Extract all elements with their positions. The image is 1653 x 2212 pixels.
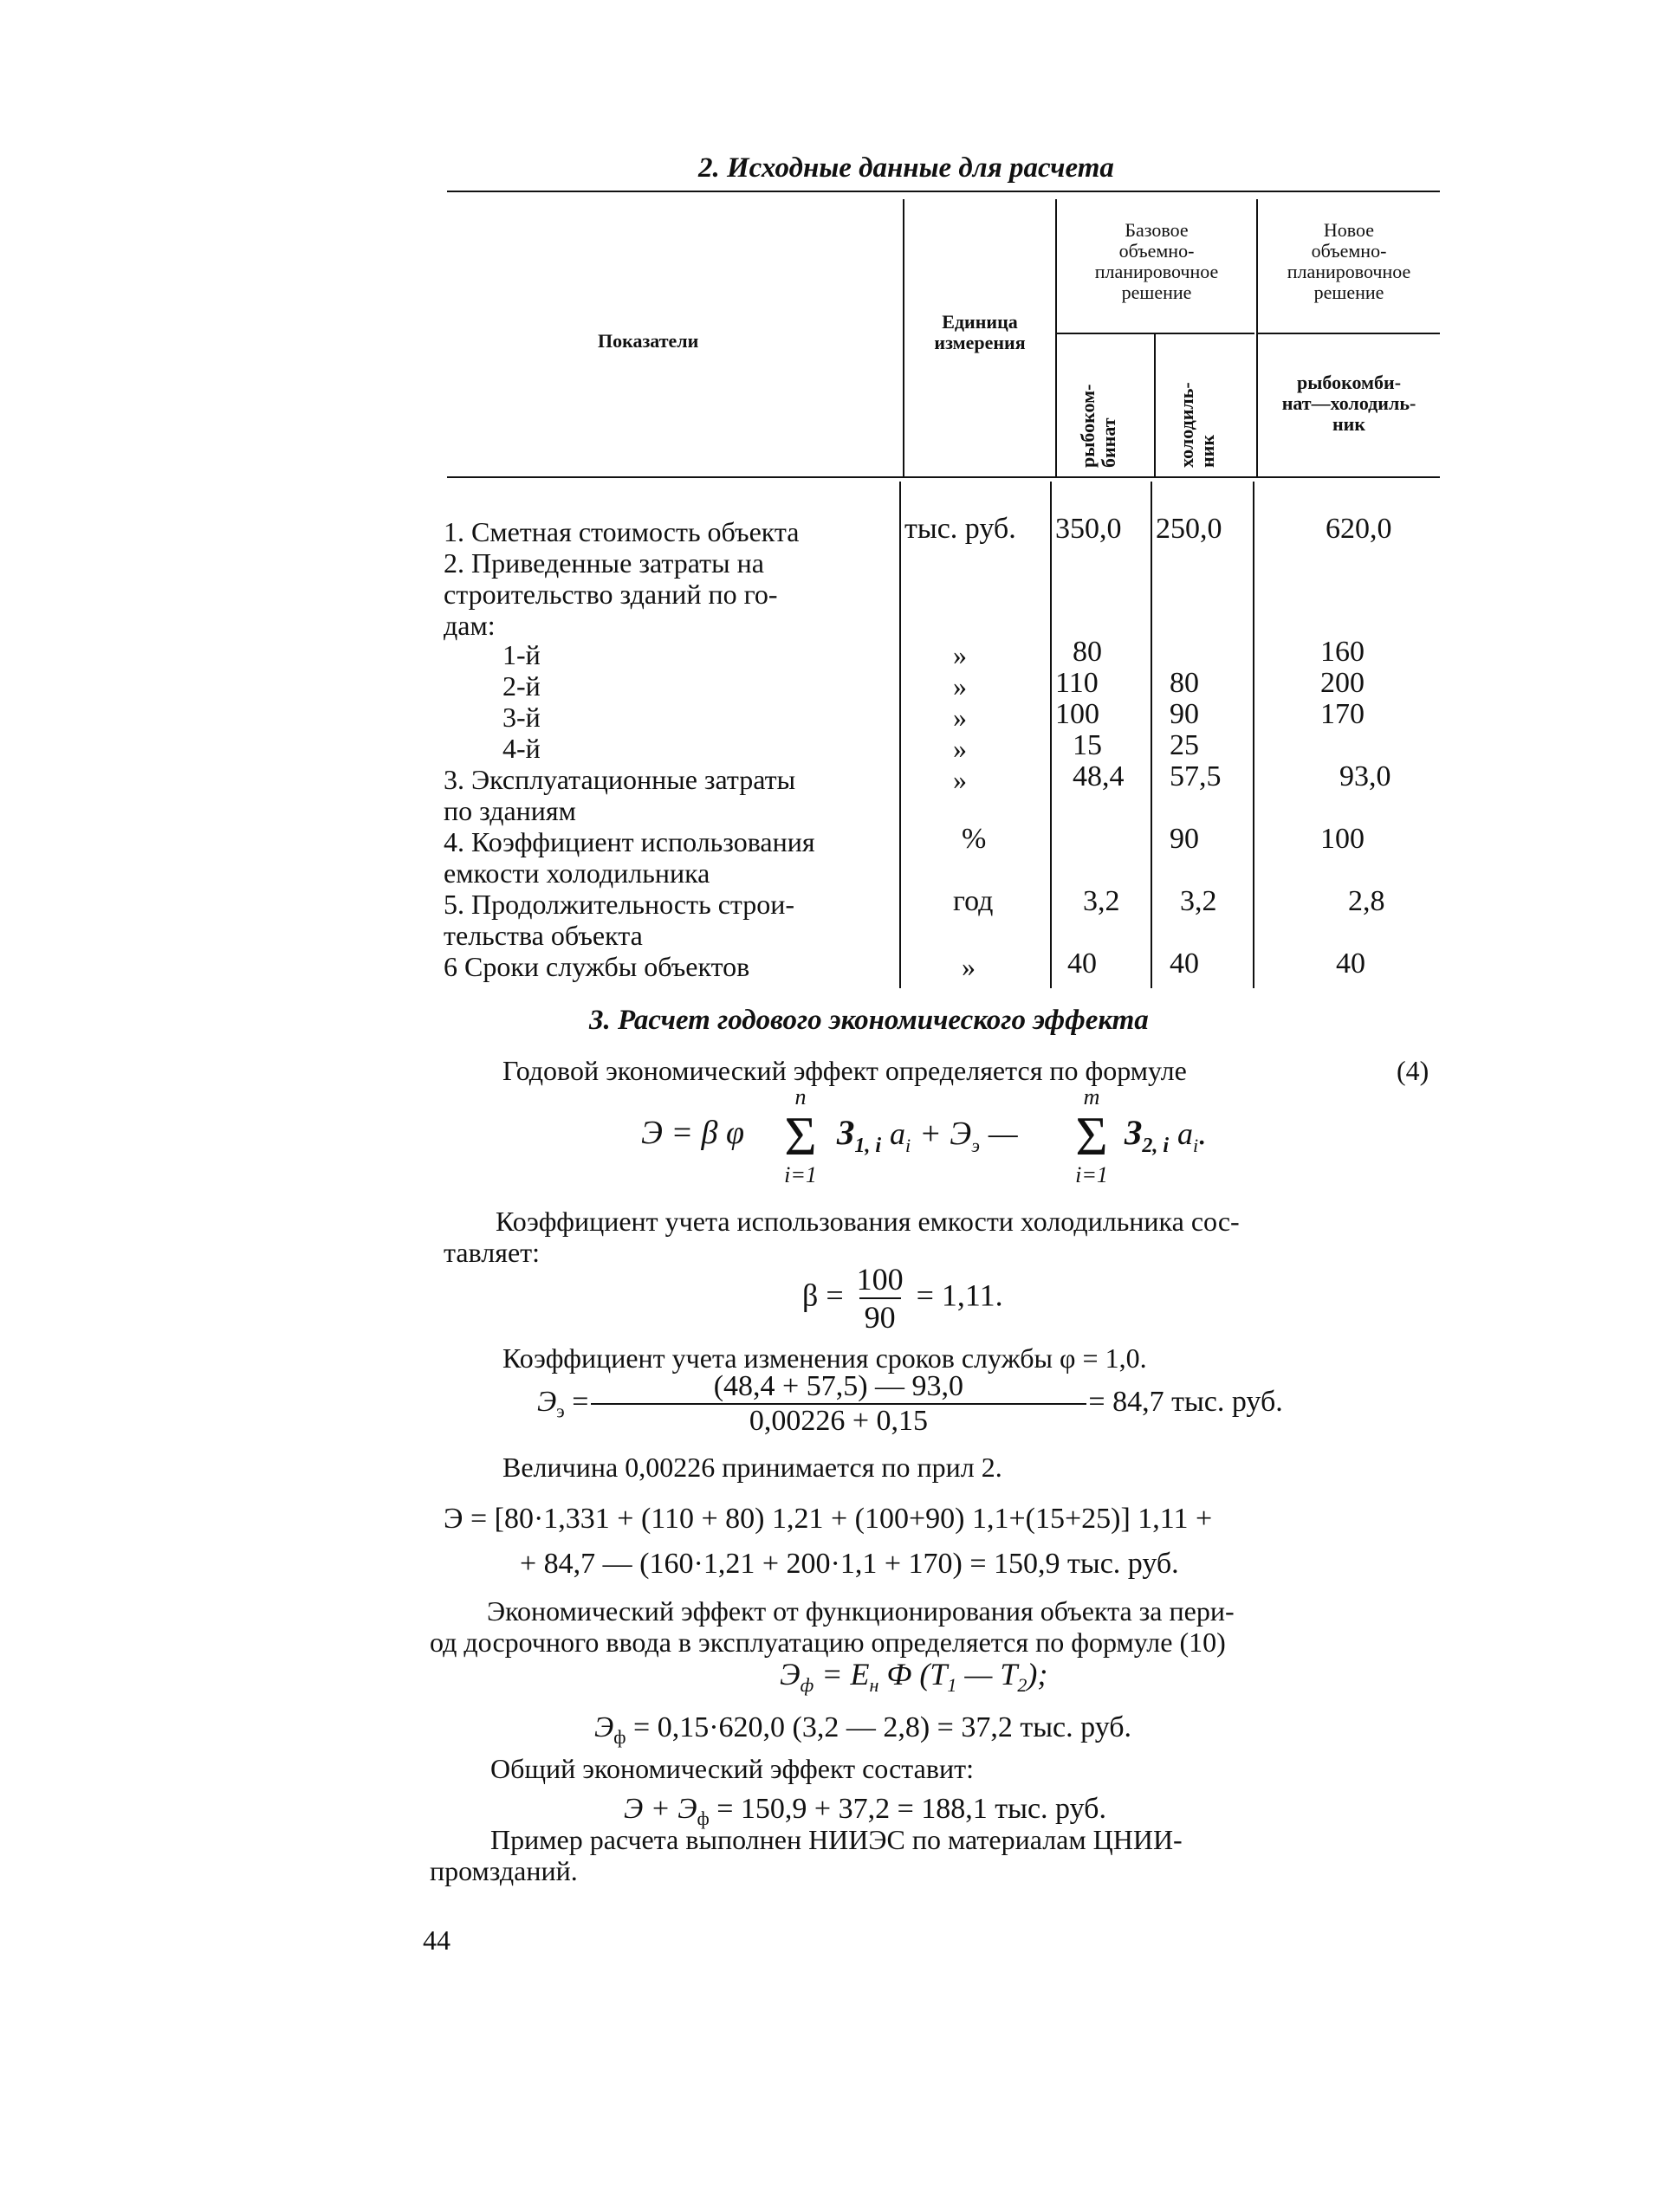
row-6-label: 6 Сроки службы объектов: [444, 951, 750, 982]
year-1-new: 160: [1320, 636, 1365, 668]
row-6-new: 40: [1336, 948, 1365, 980]
subheader-fridge: холодиль- ник: [1176, 382, 1218, 468]
row-3-new: 93,0: [1339, 760, 1391, 792]
year-4-unit: »: [953, 733, 967, 764]
row-5-fish: 3,2: [1083, 885, 1120, 917]
row-4-label: 4. Коэффициент использования емкости холодильника: [444, 826, 815, 889]
total-calc: $Э + Э_ф = 150,9 + 37,2 = 188,1$ тыс. руб.: [624, 1793, 1106, 1829]
row-4-new: 100: [1320, 823, 1365, 855]
subheader-combined: рыбокомби- нат—холодиль- ник: [1281, 372, 1416, 435]
ee-formula: $Э_э$ = $\frac{(48,4 + 57,5) — 93,0}{0,00226 + 0,15}$ = 84,7 тыс. руб.: [537, 1370, 1283, 1437]
section-3-title: 3. Расчет годового экономического эффекта: [589, 1005, 1149, 1036]
row-4-fridge: 90: [1170, 823, 1199, 855]
header-new-solution: Новое объемно- планировочное решение: [1287, 219, 1411, 303]
beta-text-line1: Коэффициент учета использования емкости холодильника сос-: [496, 1206, 1240, 1237]
ef-calc: $Э_ф = 0,15\cdot 620,0$ (3,2 — 2,8) = 37,2 тыс. руб.: [594, 1711, 1132, 1748]
row-3-fish: 48,4: [1073, 760, 1125, 792]
year-2-fish: 110: [1055, 667, 1099, 699]
econ-text-line2: од досрочного ввода в эксплуатацию определяется по формуле (10): [430, 1627, 1226, 1658]
row-1-label: 1. Сметная стоимость объекта: [444, 516, 800, 547]
beta-formula: β = $\frac{100}{90}$ = 1,11.: [802, 1262, 1003, 1335]
year-2-unit: »: [953, 670, 967, 702]
row-2-label: 2. Приведенные затраты на строительство зданий по го- дам:: [444, 547, 778, 641]
year-4-fish: 15: [1073, 729, 1102, 761]
header-indicators: Показатели: [598, 330, 699, 352]
page-number: 44: [423, 1924, 451, 1956]
year-1-fish: 80: [1073, 636, 1102, 668]
calc-line2: + 84,7 — (160·1,21 + 200·1,1 + 170) = 150,9 тыс. руб.: [520, 1548, 1179, 1580]
row-3-unit: »: [953, 764, 967, 795]
year-3-fish: 100: [1055, 698, 1099, 730]
year-3-new: 170: [1320, 698, 1365, 730]
year-2-new: 200: [1320, 667, 1365, 699]
beta-text-line2: тавляет:: [444, 1237, 541, 1268]
header-unit: Единица измерения: [934, 311, 1026, 353]
row-1-new: 620,0: [1326, 513, 1392, 545]
example-line2: промзданий.: [430, 1855, 578, 1886]
row-1-fridge: 250,0: [1156, 513, 1222, 545]
total-intro: Общий экономический эффект составит:: [490, 1753, 974, 1784]
subheader-fish-plant: рыбоком- бинат: [1077, 384, 1119, 468]
year-4-label: 4-й: [502, 733, 541, 764]
year-3-unit: »: [953, 702, 967, 733]
formula-number: (4): [1397, 1055, 1429, 1086]
row-4-unit: %: [962, 823, 987, 855]
row-6-fish: 40: [1067, 948, 1097, 980]
row-3-label: 3. Эксплуатационные затраты по зданиям: [444, 764, 796, 826]
row-1-fish: 350,0: [1055, 513, 1122, 545]
formula-10: $Э_ф = E_н$ Ф ($T_1$ — $T_2$);: [780, 1657, 1048, 1697]
year-3-fridge: 90: [1170, 698, 1199, 730]
year-2-label: 2-й: [502, 670, 541, 702]
phi-text: Коэффициент учета изменения сроков службы φ = 1,0.: [502, 1342, 1147, 1374]
year-1-label: 1-й: [502, 639, 541, 670]
row-6-unit: »: [962, 951, 976, 982]
row-5-unit: год: [953, 885, 994, 917]
row-5-new: 2,8: [1348, 885, 1385, 917]
value-note: Величина 0,00226 принимается по прил 2.: [502, 1452, 1002, 1483]
year-2-fridge: 80: [1170, 667, 1199, 699]
year-4-fridge: 25: [1170, 729, 1199, 761]
header-base-solution: Базовое объемно- планировочное решение: [1094, 219, 1219, 303]
row-5-label: 5. Продолжительность строи- тельства объекта: [444, 889, 795, 951]
section-2-title: 2. Исходные данные для расчета: [698, 152, 1114, 184]
example-line1: Пример расчета выполнен НИИЭС по материалам ЦНИИ-: [490, 1824, 1183, 1855]
year-3-label: 3-й: [502, 702, 541, 733]
row-5-fridge: 3,2: [1180, 885, 1217, 917]
econ-text-line1: Экономический эффект от функционирования объекта за пери-: [487, 1595, 1235, 1627]
row-6-fridge: 40: [1170, 948, 1199, 980]
formula-intro: Годовой экономический эффект определяется по формуле: [502, 1055, 1187, 1086]
year-1-unit: »: [953, 639, 967, 670]
calc-line1: Э = [80·1,331 + (110 + 80) 1,21 + (100+90) 1,1+(15+25)] 1,11 +: [444, 1503, 1213, 1535]
row-3-fridge: 57,5: [1170, 760, 1222, 792]
row-1-unit: тыс. руб.: [904, 513, 1016, 545]
